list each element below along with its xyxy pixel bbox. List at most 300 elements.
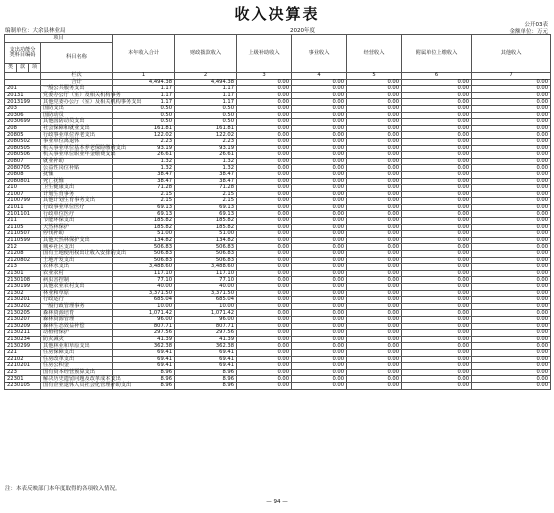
subject-code: 221 [5, 349, 41, 356]
amount-cell: 0.00 [237, 145, 292, 152]
amount-cell: 506.83 [113, 244, 175, 251]
subject-name: 天然林保护 [41, 224, 113, 231]
amount-cell: 4,494.38 [175, 79, 237, 86]
amount-cell: 0.00 [292, 316, 347, 323]
subject-code: 203 [5, 105, 41, 112]
amount-cell: 2.23 [175, 138, 237, 145]
amount-cell: 0.00 [347, 112, 402, 119]
amount-cell: 0.00 [402, 119, 472, 126]
amount-cell: 0.00 [402, 343, 472, 350]
unit-label: 编制单位：大余县林业局 [5, 28, 66, 34]
amount-cell: 0.00 [292, 297, 347, 304]
subject-code: 21105 [5, 224, 41, 231]
amount-cell: 161.81 [175, 125, 237, 132]
amount-cell: 0.00 [402, 382, 472, 389]
subject-code: 20807 [5, 158, 41, 165]
amount-cell: 0.00 [292, 264, 347, 271]
amount-cell: 506.83 [175, 244, 237, 251]
amount-cell: 0.00 [472, 204, 551, 211]
table-row [5, 171, 551, 178]
amount-cell: 0.00 [347, 119, 402, 126]
amount-cell: 0.00 [237, 297, 292, 304]
amount-cell: 0.00 [472, 244, 551, 251]
amount-cell: 685.04 [113, 297, 175, 304]
subject-name: 抚恤 [41, 171, 113, 178]
subject-name: 党委办公厅（室）及相关机构事务 [41, 92, 113, 99]
amount-cell: 0.00 [237, 257, 292, 264]
amount-cell: 0.00 [472, 79, 551, 86]
amount-cell: 0.00 [472, 125, 551, 132]
amount-cell: 38.47 [113, 171, 175, 178]
amount-cell: 506.83 [175, 251, 237, 258]
amount-cell: 0.00 [237, 99, 292, 106]
amount-cell: 0.00 [292, 185, 347, 192]
amount-cell: 0.00 [237, 185, 292, 192]
subject-name: 节能环保支出 [41, 218, 113, 225]
subject-code: 2080502 [5, 138, 41, 145]
amount-cell: 69.41 [113, 356, 175, 363]
amount-cell: 0.00 [347, 178, 402, 185]
table-body [5, 73, 551, 390]
subject-code: 208 [5, 125, 41, 132]
amount-cell: 185.82 [175, 218, 237, 225]
amount-cell: 506.83 [113, 257, 175, 264]
amount-cell: 0.00 [347, 316, 402, 323]
amount-cell: 0.00 [237, 303, 292, 310]
amount-cell: 0.50 [175, 119, 237, 126]
amount-cell: 0.00 [237, 138, 292, 145]
amount-cell: 0.00 [347, 382, 402, 389]
amount-cell: 0.00 [347, 244, 402, 251]
amount-cell: 0.00 [237, 277, 292, 284]
col-header-7: 其他收入 [472, 35, 551, 73]
amount-cell: 0.00 [292, 112, 347, 119]
amount-cell: 0.00 [472, 145, 551, 152]
amount-cell: 0.00 [237, 165, 292, 172]
amount-cell: 0.00 [237, 356, 292, 363]
amount-cell: 1,071.42 [113, 310, 175, 317]
amount-cell: 0.00 [237, 376, 292, 383]
subject-name: 行政单位医疗 [41, 211, 113, 218]
amount-cell: 0.00 [402, 138, 472, 145]
amount-cell: 0.00 [402, 99, 472, 106]
subject-name: 国有土地使用权出让收入安排的支出 [41, 251, 113, 258]
col-header-4: 事业收入 [292, 35, 347, 73]
subject-code: 2080505 [5, 145, 41, 152]
subject-name: 社会保障和就业支出 [41, 125, 113, 132]
amount-cell: 0.00 [237, 132, 292, 139]
subject-name: 森林资源培育 [41, 310, 113, 317]
amount-cell: 1.32 [175, 158, 237, 165]
amount-cell: 185.82 [113, 224, 175, 231]
amount-cell: 185.82 [113, 218, 175, 225]
amount-cell: 506.83 [113, 251, 175, 258]
subject-name: 国防支出 [41, 105, 113, 112]
amount-cell: 0.00 [472, 270, 551, 277]
subject-code: 211 [5, 218, 41, 225]
amount-cell: 69.13 [175, 204, 237, 211]
amount-cell: 0.00 [237, 198, 292, 205]
amount-cell: 122.02 [113, 132, 175, 139]
amount-cell: 0.00 [237, 363, 292, 370]
subject-name: 停伐补助 [41, 231, 113, 238]
amount-cell: 3,371.50 [113, 290, 175, 297]
amount-cell: 0.00 [292, 284, 347, 291]
subject-name: 动植物保护 [41, 330, 113, 337]
amount-cell: 0.00 [402, 231, 472, 238]
amount-cell: 0.00 [472, 330, 551, 337]
amount-cell: 0.00 [402, 171, 472, 178]
amount-cell: 96.00 [113, 316, 175, 323]
amount-cell: 0.00 [237, 270, 292, 277]
amount-cell: 8.96 [113, 376, 175, 383]
subject-name: 其他农业农村支出 [41, 284, 113, 291]
money-unit: 金额单位：万元 [509, 29, 548, 35]
amount-cell: 0.00 [347, 330, 402, 337]
amount-cell: 0.00 [402, 277, 472, 284]
amount-cell: 69.13 [113, 211, 175, 218]
amount-cell: 0.00 [402, 237, 472, 244]
amount-cell: 0.00 [472, 86, 551, 93]
amount-cell: 0.00 [402, 92, 472, 99]
amount-cell: 0.00 [347, 171, 402, 178]
subject-name: 合计 [41, 79, 113, 86]
footnote: 注：本表反映部门本年度取得的各项收入情况。 [5, 486, 121, 492]
subject-name: 森林资源管理 [41, 316, 113, 323]
subject-code: 2130201 [5, 297, 41, 304]
subject-code: 2230105 [5, 382, 41, 389]
amount-cell: 0.00 [347, 323, 402, 330]
subject-name: 解决历史遗留问题及改革成本支出 [41, 376, 113, 383]
amount-cell: 362.38 [175, 343, 237, 350]
amount-cell: 51.00 [113, 231, 175, 238]
amount-cell: 297.56 [113, 330, 175, 337]
amount-cell: 0.00 [347, 158, 402, 165]
amount-cell: 8.96 [175, 382, 237, 389]
amount-cell: 0.00 [347, 191, 402, 198]
amount-cell: 0.00 [347, 277, 402, 284]
col-header-2: 财政拨款收入 [175, 35, 237, 73]
income-table [4, 34, 551, 390]
subject-name: 城乡社区支出 [41, 244, 113, 251]
amount-cell: 41.39 [113, 336, 175, 343]
amount-cell: 0.00 [237, 290, 292, 297]
amount-cell: 69.13 [175, 211, 237, 218]
amount-cell: 0.00 [347, 79, 402, 86]
amount-cell: 0.00 [402, 218, 472, 225]
amount-cell: 0.50 [113, 112, 175, 119]
subject-code: 210 [5, 185, 41, 192]
amount-cell: 0.00 [347, 138, 402, 145]
subject-name: 森林生态效益补偿 [41, 323, 113, 330]
amount-cell: 0.00 [292, 92, 347, 99]
amount-cell: 0.50 [113, 119, 175, 126]
index-1: 1 [113, 73, 175, 80]
amount-cell: 0.00 [402, 165, 472, 172]
amount-cell: 3,371.50 [175, 290, 237, 297]
amount-cell: 0.00 [402, 244, 472, 251]
amount-cell: 0.50 [175, 105, 237, 112]
subject-name: 国有企业退休人员社会化管理补助支出 [41, 382, 113, 389]
amount-cell: 2.15 [113, 198, 175, 205]
amount-cell: 0.00 [237, 323, 292, 330]
amount-cell: 0.00 [237, 158, 292, 165]
amount-cell: 0.00 [347, 185, 402, 192]
subject-code: 22102 [5, 356, 41, 363]
amount-cell: 0.00 [347, 336, 402, 343]
amount-cell: 0.00 [472, 218, 551, 225]
amount-cell: 0.00 [292, 382, 347, 389]
amount-cell: 0.00 [237, 369, 292, 376]
subject-code: 2130108 [5, 277, 41, 284]
subject-name-header: 科目名称 [41, 43, 113, 73]
amount-cell: 0.00 [292, 310, 347, 317]
amount-cell: 10.00 [113, 303, 175, 310]
amount-cell: 0.00 [472, 138, 551, 145]
amount-cell: 0.00 [472, 132, 551, 139]
amount-cell: 0.00 [237, 204, 292, 211]
amount-cell: 0.00 [347, 231, 402, 238]
amount-cell: 0.00 [237, 284, 292, 291]
amount-cell: 77.10 [113, 277, 175, 284]
amount-cell: 0.00 [292, 125, 347, 132]
amount-cell: 0.00 [402, 270, 472, 277]
amount-cell: 0.00 [292, 336, 347, 343]
subject-code: 22301 [5, 376, 41, 383]
amount-cell: 0.00 [402, 178, 472, 185]
amount-cell: 0.00 [472, 343, 551, 350]
amount-cell: 0.00 [402, 264, 472, 271]
amount-cell: 0.00 [472, 310, 551, 317]
amount-cell: 0.00 [402, 316, 472, 323]
amount-cell: 0.00 [472, 277, 551, 284]
amount-cell: 26.61 [175, 152, 237, 159]
amount-cell: 0.00 [292, 224, 347, 231]
amount-cell: 0.00 [237, 316, 292, 323]
amount-cell: 0.00 [472, 112, 551, 119]
subject-code: 201 [5, 86, 41, 93]
amount-cell: 71.28 [113, 185, 175, 192]
amount-cell: 69.41 [175, 356, 237, 363]
subject-code: 212 [5, 244, 41, 251]
amount-cell: 0.00 [292, 79, 347, 86]
amount-cell: 0.00 [402, 310, 472, 317]
amount-cell: 2.15 [113, 191, 175, 198]
amount-cell: 0.00 [292, 257, 347, 264]
amount-cell: 0.00 [472, 171, 551, 178]
subject-code: 20805 [5, 132, 41, 139]
amount-cell: 0.50 [113, 105, 175, 112]
amount-cell: 807.71 [113, 323, 175, 330]
subject-name: 防灾减灾 [41, 336, 113, 343]
amount-cell: 1,071.42 [175, 310, 237, 317]
amount-cell: 0.00 [292, 119, 347, 126]
amount-cell: 0.00 [347, 343, 402, 350]
subject-name: 其他林业和草原支出 [41, 343, 113, 350]
amount-cell: 0.00 [237, 178, 292, 185]
amount-cell: 0.00 [292, 218, 347, 225]
amount-cell: 0.00 [402, 211, 472, 218]
subject-name: 国防动员 [41, 112, 113, 119]
index-3: 3 [237, 73, 292, 80]
amount-cell: 0.00 [402, 349, 472, 356]
amount-cell: 0.00 [347, 284, 402, 291]
amount-cell: 0.00 [292, 376, 347, 383]
table-row [5, 125, 551, 132]
subject-code: 2130202 [5, 303, 41, 310]
index-6: 6 [402, 73, 472, 80]
amount-cell: 0.00 [402, 369, 472, 376]
subject-code: 2110507 [5, 231, 41, 238]
table-row [5, 336, 551, 343]
index-7: 7 [472, 73, 551, 80]
amount-cell: 38.47 [175, 171, 237, 178]
amount-cell: 0.00 [402, 191, 472, 198]
amount-cell: 0.00 [402, 257, 472, 264]
amount-cell: 0.00 [237, 310, 292, 317]
amount-cell: 0.00 [472, 165, 551, 172]
amount-cell: 0.00 [472, 290, 551, 297]
amount-cell: 0.00 [292, 145, 347, 152]
amount-cell: 26.61 [113, 152, 175, 159]
subject-name: 土地开发支出 [41, 257, 113, 264]
amount-cell: 0.00 [292, 191, 347, 198]
amount-cell: 0.00 [402, 284, 472, 291]
amount-cell: 69.41 [175, 349, 237, 356]
subject-name: 一般行政管理事务 [41, 303, 113, 310]
amount-cell: 0.00 [237, 237, 292, 244]
subject-code: 2210201 [5, 363, 41, 370]
amount-cell: 0.00 [237, 349, 292, 356]
item-header: 项 [29, 64, 41, 73]
amount-cell: 69.13 [113, 204, 175, 211]
class-header: 类 [5, 64, 17, 73]
amount-cell: 0.00 [472, 191, 551, 198]
amount-cell: 0.00 [472, 376, 551, 383]
table-row [5, 92, 551, 99]
amount-cell: 40.00 [175, 284, 237, 291]
amount-cell: 0.00 [292, 244, 347, 251]
subject-code: 2130207 [5, 316, 41, 323]
amount-cell: 0.00 [292, 237, 347, 244]
amount-cell: 8.96 [113, 369, 175, 376]
form-number: 公开03表 [524, 22, 548, 28]
amount-cell: 0.00 [472, 99, 551, 106]
amount-cell: 1.17 [113, 86, 175, 93]
subject-code: 20131 [5, 92, 41, 99]
subject-code: 213 [5, 264, 41, 271]
amount-cell: 1.32 [175, 165, 237, 172]
amount-cell: 0.00 [472, 224, 551, 231]
subject-name: 其他国防动员支出 [41, 119, 113, 126]
amount-cell: 0.00 [472, 303, 551, 310]
subject-code: 2130205 [5, 310, 41, 317]
amount-cell: 185.82 [175, 224, 237, 231]
section-header: 款 [17, 64, 29, 73]
amount-cell: 0.00 [472, 297, 551, 304]
amount-cell: 0.00 [237, 171, 292, 178]
amount-cell: 40.00 [113, 284, 175, 291]
subject-code: 2080705 [5, 165, 41, 172]
amount-cell: 0.00 [237, 251, 292, 258]
subject-code: 2130234 [5, 336, 41, 343]
index-5: 5 [347, 73, 402, 80]
amount-cell: 0.00 [402, 323, 472, 330]
subject-name: 住房公积金 [41, 363, 113, 370]
amount-cell: 0.00 [292, 105, 347, 112]
subject-name: 机关事业单位基本养老保险缴费支出 [41, 145, 113, 152]
amount-cell: 2.15 [175, 198, 237, 205]
subject-name: 其他天然林保护支出 [41, 237, 113, 244]
amount-cell: 0.00 [347, 290, 402, 297]
amount-cell: 0.00 [472, 257, 551, 264]
amount-cell: 0.00 [472, 92, 551, 99]
subject-name: 一般公共服务支出 [41, 86, 113, 93]
subject-code-header: 支出功能分类科目编码 [5, 43, 41, 64]
amount-cell: 3,488.60 [113, 264, 175, 271]
amount-cell: 0.00 [237, 382, 292, 389]
subject-name: 其他计划生育事务支出 [41, 198, 113, 205]
amount-cell: 0.00 [472, 382, 551, 389]
amount-cell: 0.00 [237, 343, 292, 350]
subject-name: 住房改革支出 [41, 356, 113, 363]
subject-name: 行政事业单位养老支出 [41, 132, 113, 139]
amount-cell: 0.00 [472, 119, 551, 126]
amount-cell: 0.00 [402, 224, 472, 231]
subject-code: 2030699 [5, 119, 41, 126]
amount-cell: 41.39 [175, 336, 237, 343]
amount-cell: 1.17 [175, 92, 237, 99]
amount-cell: 0.00 [347, 145, 402, 152]
amount-cell: 161.81 [113, 125, 175, 132]
subject-code: 2130199 [5, 284, 41, 291]
amount-cell: 0.00 [402, 125, 472, 132]
amount-cell: 69.41 [113, 349, 175, 356]
subject-name: 卫生健康支出 [41, 185, 113, 192]
amount-cell: 0.00 [402, 303, 472, 310]
amount-cell: 0.00 [292, 171, 347, 178]
amount-cell: 0.00 [292, 178, 347, 185]
amount-cell: 0.00 [292, 330, 347, 337]
subject-name: 计划生育事务 [41, 191, 113, 198]
amount-cell: 0.00 [347, 211, 402, 218]
table-row [5, 158, 551, 165]
amount-cell: 0.00 [347, 237, 402, 244]
amount-cell: 0.00 [292, 204, 347, 211]
amount-cell: 0.00 [472, 178, 551, 185]
amount-cell: 0.00 [347, 310, 402, 317]
index-2: 2 [175, 73, 237, 80]
subject-code: 2110599 [5, 237, 41, 244]
amount-cell: 0.00 [292, 290, 347, 297]
amount-cell: 0.00 [292, 363, 347, 370]
amount-cell: 0.00 [402, 79, 472, 86]
amount-cell: 0.00 [292, 270, 347, 277]
amount-cell: 0.00 [472, 284, 551, 291]
subject-code: 20808 [5, 171, 41, 178]
amount-cell: 807.71 [175, 323, 237, 330]
amount-cell: 0.00 [402, 356, 472, 363]
amount-cell: 1.17 [175, 99, 237, 106]
project-header: 项目 [5, 35, 113, 43]
amount-cell: 0.00 [472, 152, 551, 159]
amount-cell: 0.00 [292, 343, 347, 350]
subject-code: 223 [5, 369, 41, 376]
subject-code: 2101101 [5, 211, 41, 218]
heci-label: 栏次 [41, 73, 113, 80]
amount-cell: 0.00 [402, 330, 472, 337]
amount-cell: 0.00 [472, 231, 551, 238]
